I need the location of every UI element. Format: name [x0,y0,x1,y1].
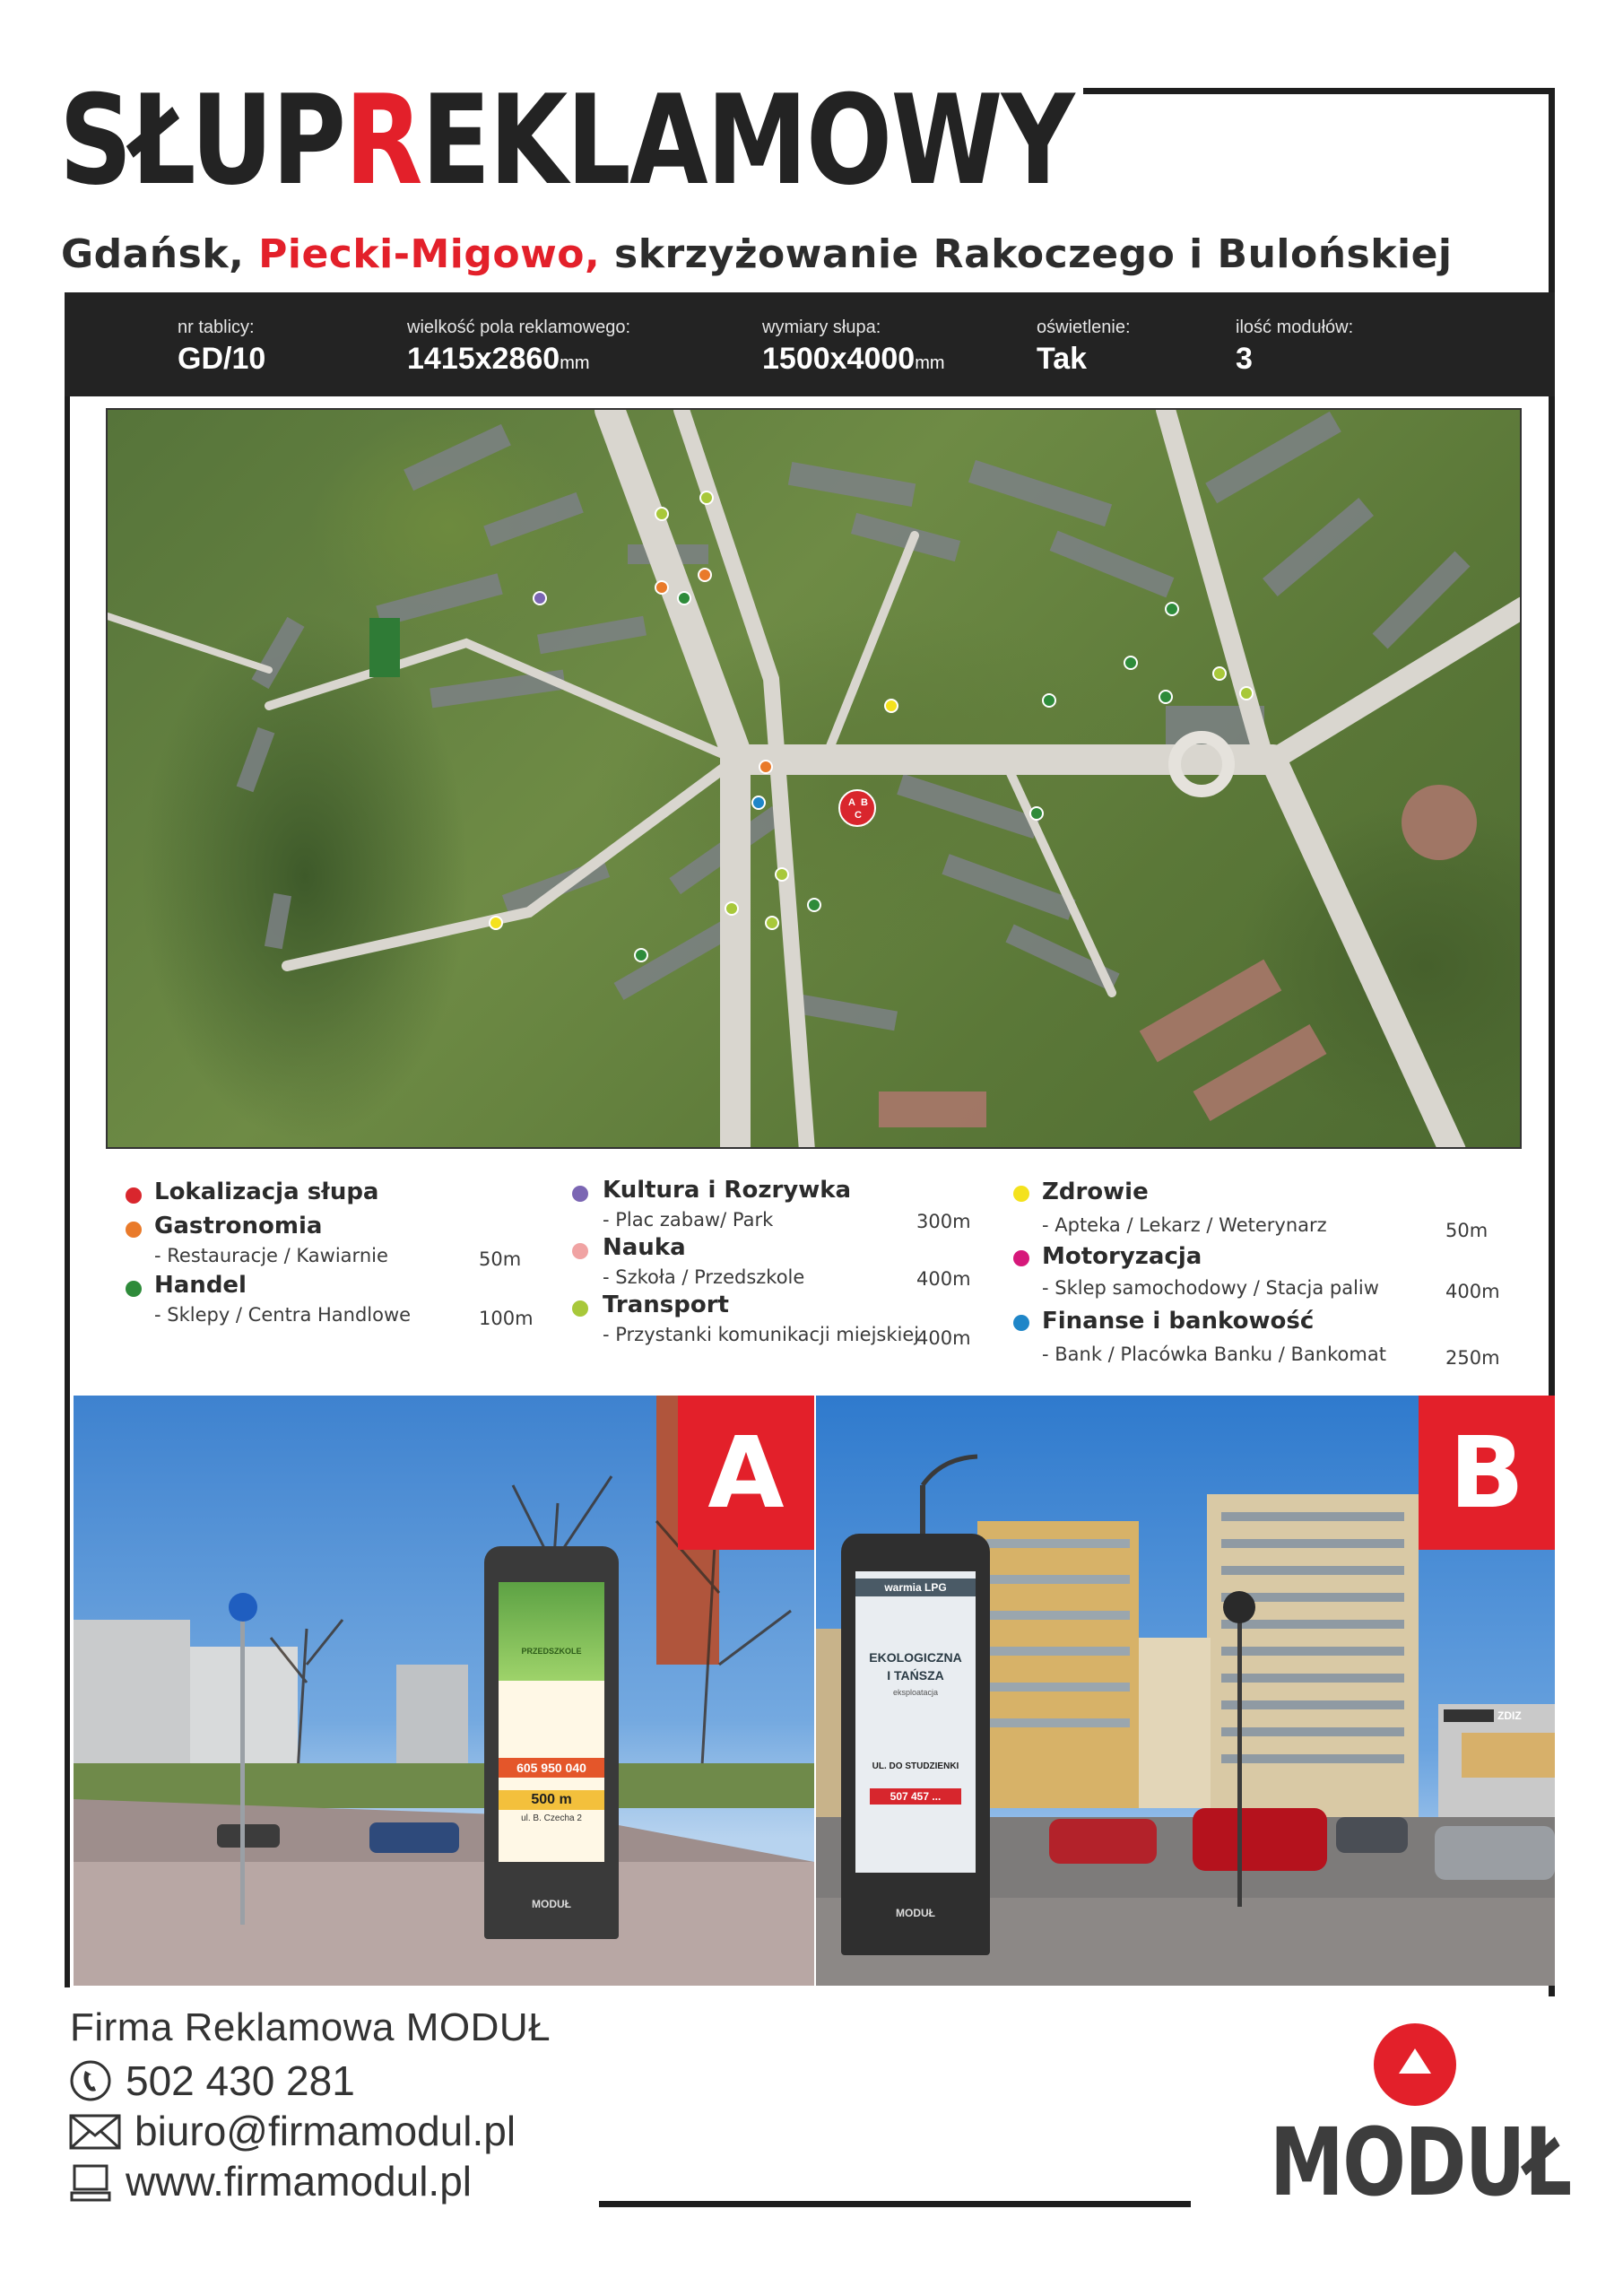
info-board-number [178,317,265,377]
aerial-map [106,408,1522,1149]
map-poi-markers [490,491,1253,961]
info-value: 1415x2860mm [407,342,590,376]
info-value: 1500x4000mm [762,342,945,376]
contact-email[interactable] [68,2106,516,2156]
legend-science-title: Nauka [603,1234,686,1261]
legend-automotive-title: Motoryzacja [1042,1243,1202,1270]
column-a-poster [499,1582,604,1862]
legend-transport-dist: 400m [916,1327,971,1349]
poster-b-sub: eksploatacja [892,1688,939,1697]
frame-line-left [65,292,70,1987]
legend-finance-dot [1013,1315,1029,1331]
legend-science-dist: 400m [916,1268,971,1290]
legend-transport-dot [572,1300,588,1317]
legend-trade-sub: - Sklepy / Centra Handlowe [154,1304,412,1326]
poi-trade [1159,691,1172,703]
info-bar [65,292,1555,396]
pole-marker-letter-c: C [855,810,862,821]
location-address: skrzyżowanie Rakoczego i Bulońskiej [614,231,1453,277]
logo-wordmark: MODUŁ [1270,2108,1571,2217]
company-name: Firma Reklamowa MODUŁ [70,2005,551,2049]
legend-health-dist: 50m [1445,1220,1488,1241]
info-pole-dimensions [762,317,945,377]
poi-transport [1240,687,1253,700]
location-city: Gdańsk, [61,231,245,277]
contact-phone[interactable] [68,2056,355,2106]
legend-pole-icon [126,1187,142,1204]
poster-b-headline2: I TAŃSZA [887,1668,944,1683]
poster-b-brand: warmia LPG [855,1578,976,1596]
poi-health [490,917,502,929]
poi-trade [1030,807,1043,820]
legend-health-title: Zdrowie [1042,1178,1149,1205]
poster-b-phone: 507 457 ... [870,1788,961,1805]
poi-gastronomy [655,581,668,594]
legend-science-sub: - Szkoła / Przedszkole [603,1266,805,1288]
title-accent-letter: R [344,68,421,213]
info-label: ilość modułów: [1236,317,1354,337]
page-title [59,65,1073,217]
email-address[interactable]: biuro@firmamodul.pl [135,2108,516,2154]
poi-trade [1043,694,1055,707]
legend-trade-dot [126,1281,142,1297]
location-district: Piecki-Migowo, [258,231,601,277]
poster-a-distance: 500 m [499,1790,604,1810]
poi-trade [635,949,647,961]
map-sports-pitch [369,618,400,677]
computer-icon [68,2159,113,2204]
legend-automotive-sub: - Sklep samochodowy / Stacja paliw [1042,1277,1379,1299]
website-url[interactable]: www.firmamodul.pl [126,2158,472,2205]
legend-gastronomy-dot [126,1222,142,1238]
legend-culture-dot [572,1186,588,1202]
info-value: 3 [1236,342,1253,376]
poi-gastronomy [759,761,772,773]
poi-transport [655,508,668,520]
poi-trade [808,899,820,911]
poi-transport [766,917,778,929]
poi-health [885,700,898,712]
legend-transport-sub: - Przystanki komunikacji miejskiej [603,1324,920,1345]
info-field-size [407,317,630,377]
legend-culture-title: Kultura i Rozrywka [603,1177,852,1204]
poster-b-headline1: EKOLOGICZNA [869,1650,962,1665]
poi-trade [1124,657,1137,669]
poi-trade [678,592,690,604]
legend-transport-title: Transport [603,1292,729,1318]
phone-icon [68,2058,113,2103]
info-label: wymiary słupa: [762,317,881,337]
info-module-count [1236,317,1353,377]
phone-number[interactable]: 502 430 281 [126,2057,355,2104]
contact-website[interactable] [68,2156,472,2206]
poi-transport [725,902,738,915]
legend-automotive-dist: 400m [1445,1281,1500,1302]
poi-gastronomy [699,569,711,581]
frame-line-top [1083,88,1555,94]
legend-finance-dist: 250m [1445,1347,1500,1369]
building-sign: ZDIZ [1497,1709,1522,1722]
poi-transport [1213,667,1226,680]
info-value: Tak [1037,342,1088,376]
envelope-icon [68,2109,122,2153]
poi-trade [1166,603,1178,615]
poi-transport [776,868,788,881]
logo-circle-icon [1374,2023,1456,2106]
legend-health-dot [1013,1186,1029,1202]
legend-gastronomy-sub: - Restauracje / Kawiarnie [154,1245,388,1266]
poi-culture [534,592,546,604]
legend-gastronomy-dist: 50m [479,1248,522,1270]
info-value: GD/10 [178,342,266,376]
title-part2: EKLAMOWY [421,68,1074,213]
location-subtitle [61,231,1453,277]
footer-divider [599,2201,1191,2207]
info-label: nr tablicy: [178,317,255,337]
pole-marker-letter-b: B [861,797,868,808]
info-label: oświetlenie: [1037,317,1131,337]
legend-trade-dist: 100m [479,1308,534,1329]
legend-culture-dist: 300m [916,1211,971,1232]
map-rooftops [879,785,1477,1127]
column-b-brand: MODUŁ [896,1907,935,1919]
pole-marker-letter-a: A [848,797,855,808]
legend-gastronomy-title: Gastronomia [154,1213,323,1239]
logo-triangle-icon [1374,2023,1456,2106]
pole-location-marker [839,790,875,826]
poster-b-street: UL. DO STUDZIENKI [872,1761,959,1771]
column-a-brand: MODUŁ [532,1898,571,1910]
legend-culture-sub: - Plac zabaw/ Park [603,1209,774,1231]
title-part1: SŁUP [59,68,345,213]
legend-pole-title: Lokalizacja słupa [154,1178,379,1205]
legend-automotive-dot [1013,1250,1029,1266]
legend-health-sub: - Apteka / Lekarz / Weterynarz [1042,1214,1327,1236]
poster-a-phone: 605 950 040 [499,1758,604,1778]
poi-finance [752,796,765,809]
legend-trade-title: Handel [154,1272,247,1299]
legend-science-dot [572,1243,588,1259]
photo-a-badge: A [678,1396,814,1550]
poster-a-top: PRZEDSZKOLE [521,1647,582,1656]
info-lighting [1037,317,1131,377]
map-drawing [108,410,1522,1149]
legend-finance-title: Finanse i bankowość [1042,1308,1315,1335]
photo-b-badge: B [1419,1396,1555,1550]
info-label: wielkość pola reklamowego: [407,317,631,337]
column-b-poster [855,1571,976,1873]
poi-transport [700,491,713,504]
poster-a-street: ul. B. Czecha 2 [521,1813,582,1823]
legend-finance-sub: - Bank / Placówka Banku / Bankomat [1042,1344,1386,1365]
